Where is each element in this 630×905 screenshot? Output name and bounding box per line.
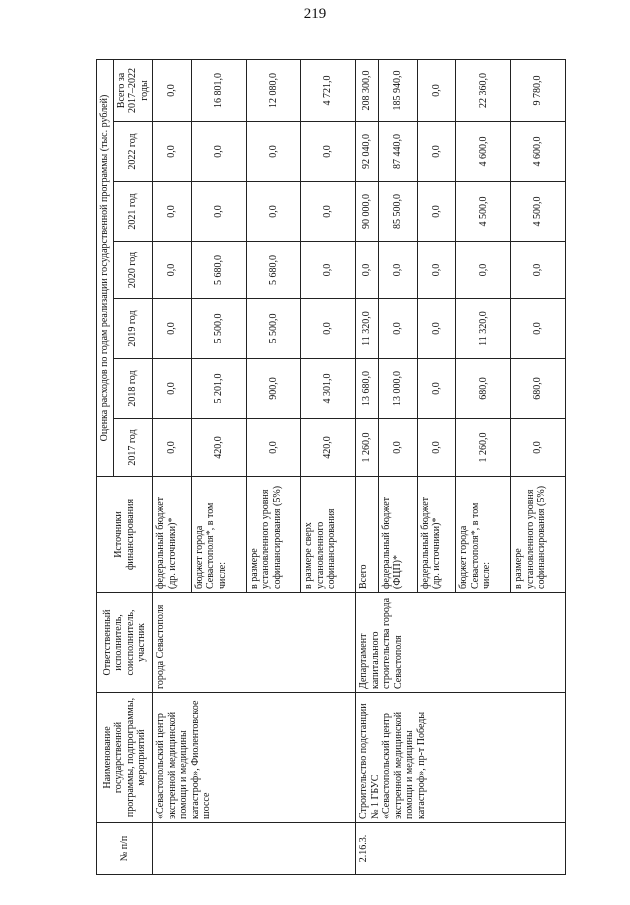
- funding-source: федеральный бюджет (ФЦП)*: [378, 477, 417, 593]
- value-cell: 0,0: [378, 299, 417, 359]
- financing-table: [96, 59, 566, 875]
- value-cell: 680,0: [511, 359, 566, 419]
- funding-source: в размере сверх установленного софинансирования: [301, 477, 356, 593]
- value-cell: 0,0: [378, 242, 417, 299]
- row-number: 2.16.3.: [356, 823, 566, 875]
- header-source: Источники финансирования: [97, 477, 153, 593]
- value-cell: 0,0: [153, 299, 192, 359]
- total-cell: 208 300,0: [356, 59, 379, 121]
- value-cell: 1 260,0: [456, 419, 511, 477]
- value-cell: 0,0: [153, 419, 192, 477]
- total-cell: 12 080,0: [246, 59, 301, 121]
- value-cell: 0,0: [511, 242, 566, 299]
- header-name: Наименование государственной программы, подпрограммы, мероприятий: [97, 693, 153, 823]
- value-cell: 0,0: [191, 182, 246, 242]
- value-cell: 4 600,0: [456, 122, 511, 182]
- value-cell: 5 201,0: [191, 359, 246, 419]
- executor-name: Департамент капитального строительства города Севастополя: [356, 593, 566, 693]
- value-cell: 0,0: [456, 242, 511, 299]
- value-cell: 0,0: [153, 122, 192, 182]
- funding-source: Всего: [356, 477, 379, 593]
- value-cell: 11 320,0: [356, 299, 379, 359]
- value-cell: 90 000,0: [356, 182, 379, 242]
- value-cell: 0,0: [417, 182, 456, 242]
- value-cell: 4 500,0: [511, 182, 566, 242]
- header-row-top: [97, 59, 114, 874]
- value-cell: 87 440,0: [378, 122, 417, 182]
- value-cell: 13 680,0: [356, 359, 379, 419]
- total-cell: 0,0: [417, 59, 456, 121]
- table-row: [356, 59, 379, 874]
- value-cell: 92 040,0: [356, 122, 379, 182]
- value-cell: 0,0: [246, 419, 301, 477]
- total-cell: 185 940,0: [378, 59, 417, 121]
- header-year: 2021 год: [113, 182, 153, 242]
- value-cell: 13 000,0: [378, 359, 417, 419]
- value-cell: 85 500,0: [378, 182, 417, 242]
- value-cell: 11 320,0: [456, 299, 511, 359]
- value-cell: 0,0: [301, 242, 356, 299]
- value-cell: 5 500,0: [191, 299, 246, 359]
- funding-source: федеральный бюджет (др. источники)*: [153, 477, 192, 593]
- executor-name: города Севастополя: [153, 593, 356, 693]
- total-cell: 9 780,0: [511, 59, 566, 121]
- value-cell: 420,0: [191, 419, 246, 477]
- value-cell: 0,0: [246, 182, 301, 242]
- value-cell: 0,0: [301, 299, 356, 359]
- total-cell: 4 721,0: [301, 59, 356, 121]
- header-year: 2017 год: [113, 419, 153, 477]
- value-cell: 0,0: [417, 242, 456, 299]
- value-cell: 0,0: [511, 299, 566, 359]
- header-year: 2019 год: [113, 299, 153, 359]
- measure-name: «Севастопольский центр экстренной медицинской помощи и медицины катастроф», Фиолентовское шоссе: [153, 693, 356, 823]
- value-cell: 0,0: [356, 242, 379, 299]
- value-cell: 5 680,0: [246, 242, 301, 299]
- value-cell: 4 600,0: [511, 122, 566, 182]
- header-total: Всего за 2017–2022 годы: [113, 59, 153, 121]
- funding-source: федеральный бюджет (др. источники)*: [417, 477, 456, 593]
- value-cell: 0,0: [153, 182, 192, 242]
- header-year: 2020 год: [113, 242, 153, 299]
- value-cell: 0,0: [246, 122, 301, 182]
- header-executor: Ответственный исполнитель, соисполнитель, участник: [97, 593, 153, 693]
- header-no: № п/п: [97, 823, 153, 875]
- funding-source: в размере установленного уровня софинансирования (5%): [246, 477, 301, 593]
- value-cell: 5 680,0: [191, 242, 246, 299]
- measure-name: Строительство подстанции № 1 ГБУС «Севастопольский центр экстренной медицинской помощи и медицины катастроф», пр-т Победы: [356, 693, 566, 823]
- value-cell: 5 500,0: [246, 299, 301, 359]
- value-cell: 900,0: [246, 359, 301, 419]
- row-number: [153, 823, 356, 875]
- total-cell: 16 801,0: [191, 59, 246, 121]
- value-cell: 1 260,0: [356, 419, 379, 477]
- value-cell: 680,0: [456, 359, 511, 419]
- table-row: [153, 59, 192, 874]
- value-cell: 0,0: [153, 242, 192, 299]
- funding-source: бюджет города Севастополя*, в том числе:: [191, 477, 246, 593]
- funding-source: в размере установленного уровня софинансирования (5%): [511, 477, 566, 593]
- total-cell: 0,0: [153, 59, 192, 121]
- header-year: 2022 год: [113, 122, 153, 182]
- value-cell: 420,0: [301, 419, 356, 477]
- value-cell: 0,0: [301, 122, 356, 182]
- page-number: 219: [303, 6, 327, 22]
- value-cell: 0,0: [191, 122, 246, 182]
- value-cell: 0,0: [417, 122, 456, 182]
- value-cell: 0,0: [301, 182, 356, 242]
- rotated-table-container: [96, 60, 566, 875]
- value-cell: 0,0: [417, 299, 456, 359]
- value-cell: 0,0: [153, 359, 192, 419]
- funding-source: бюджет города Севастополя*, в том числе:: [456, 477, 511, 593]
- value-cell: 4 301,0: [301, 359, 356, 419]
- value-cell: 4 500,0: [456, 182, 511, 242]
- value-cell: 0,0: [417, 359, 456, 419]
- value-cell: 0,0: [417, 419, 456, 477]
- value-cell: 0,0: [378, 419, 417, 477]
- total-cell: 22 360,0: [456, 59, 511, 121]
- header-year: 2018 год: [113, 359, 153, 419]
- header-estimate: Оценка расходов по годам реализации государственной программы (тыс. рублей): [97, 59, 114, 476]
- value-cell: 0,0: [511, 419, 566, 477]
